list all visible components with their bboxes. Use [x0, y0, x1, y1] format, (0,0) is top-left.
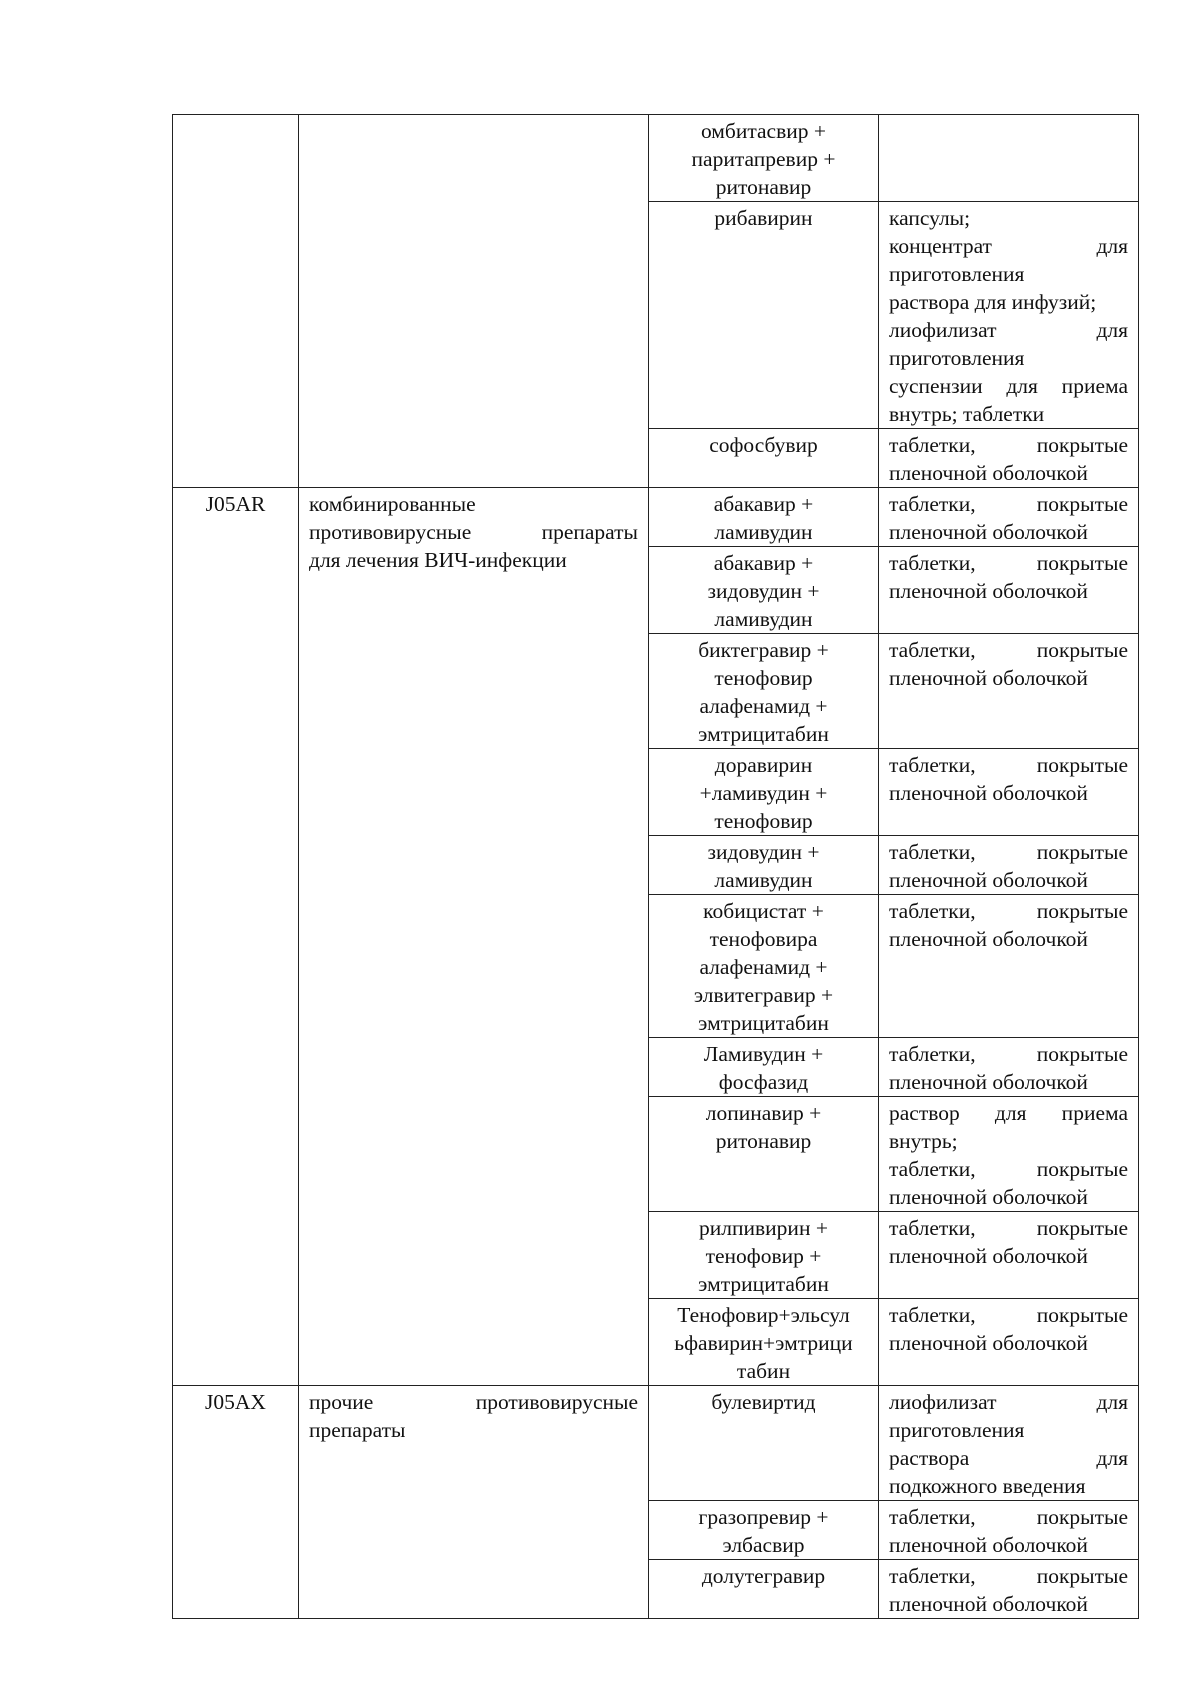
dosage-form-cell: лиофилизат для приготовления раствора для подкожного введения [879, 1386, 1139, 1501]
dosage-form-cell [879, 115, 1139, 202]
drug-name-cell: кобицистат + тенофовира алафенамид + элвитегравир + эмтрицитабин [649, 895, 879, 1038]
atc-code-cell [173, 115, 299, 488]
table-row [173, 488, 1139, 547]
atc-group-cell: комбинированные противовирусные препараты для лечения ВИЧ-инфекции [299, 488, 649, 1386]
drug-name-cell: булевиртид [649, 1386, 879, 1501]
dosage-form-cell: таблетки, покрытые пленочной оболочкой [879, 1560, 1139, 1619]
drug-name-cell: лопинавир + ритонавир [649, 1097, 879, 1212]
drug-name-cell: Тенофовир+эльсул ьфавирин+эмтрици табин [649, 1299, 879, 1386]
dosage-form-cell: таблетки, покрытые пленочной оболочкой [879, 1038, 1139, 1097]
drug-name-cell: рибавирин [649, 202, 879, 429]
drug-name-cell: зидовудин + ламивудин [649, 836, 879, 895]
dosage-form-cell: таблетки, покрытые пленочной оболочкой [879, 895, 1139, 1038]
dosage-form-cell: раствор для приема внутрь; таблетки, покрытые пленочной оболочкой [879, 1097, 1139, 1212]
dosage-form-cell: таблетки, покрытые пленочной оболочкой [879, 547, 1139, 634]
drug-table [172, 114, 1139, 1619]
drug-name-cell: рилпивирин + тенофовир + эмтрицитабин [649, 1212, 879, 1299]
drug-name-cell: софосбувир [649, 429, 879, 488]
drug-name-cell: биктегравир + тенофовир алафенамид + эмтрицитабин [649, 634, 879, 749]
atc-code-cell: J05AR [173, 488, 299, 1386]
dosage-form-cell: таблетки, покрытые пленочной оболочкой [879, 488, 1139, 547]
dosage-form-cell: таблетки, покрытые пленочной оболочкой [879, 429, 1139, 488]
drug-name-cell: абакавир + зидовудин + ламивудин [649, 547, 879, 634]
dosage-form-cell: таблетки, покрытые пленочной оболочкой [879, 836, 1139, 895]
table-row [173, 115, 1139, 202]
atc-code-cell: J05AX [173, 1386, 299, 1619]
dosage-form-cell: капсулы; концентрат для приготовления раствора для инфузий; лиофилизат для приготовления суспензии для приема внутрь; таблетки [879, 202, 1139, 429]
drug-name-cell: абакавир + ламивудин [649, 488, 879, 547]
dosage-form-cell: таблетки, покрытые пленочной оболочкой [879, 749, 1139, 836]
dosage-form-cell: таблетки, покрытые пленочной оболочкой [879, 1212, 1139, 1299]
drug-name-cell: доравирин +ламивудин + тенофовир [649, 749, 879, 836]
drug-name-cell: долутегравир [649, 1560, 879, 1619]
atc-group-cell: прочие противовирусные препараты [299, 1386, 649, 1619]
table-row [173, 1386, 1139, 1501]
dosage-form-cell: таблетки, покрытые пленочной оболочкой [879, 634, 1139, 749]
dosage-form-cell: таблетки, покрытые пленочной оболочкой [879, 1299, 1139, 1386]
dosage-form-cell: таблетки, покрытые пленочной оболочкой [879, 1501, 1139, 1560]
atc-group-cell [299, 115, 649, 488]
drug-name-cell: омбитасвир + паритапревир + ритонавир [649, 115, 879, 202]
drug-name-cell: гразопревир + элбасвир [649, 1501, 879, 1560]
drug-name-cell: Ламивудин + фосфазид [649, 1038, 879, 1097]
